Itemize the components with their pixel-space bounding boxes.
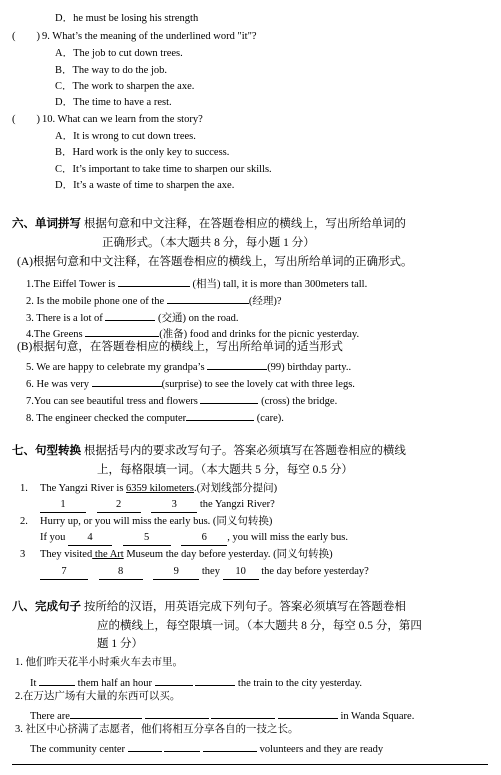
s7-blank-5[interactable]: 5 <box>123 531 171 546</box>
q9-option-a: A．The job to cut down trees. <box>55 48 183 59</box>
s7-q3-underlined: the Art <box>92 549 124 560</box>
s8-q1-chinese: 1. 他们昨天花半小时乘火车去市里。 <box>15 657 183 668</box>
section-6-number: 六、 <box>12 218 35 230</box>
q10-answer-paren[interactable]: ( ) <box>12 114 40 125</box>
section-6-instruction: 根据句意和中文注释，在答题卷相应的横线上，写出所给单词的 <box>83 218 406 230</box>
s7-q2: Hurry up, or you will miss the early bus. (同义句转换) <box>40 516 273 527</box>
s6-q6 <box>26 375 355 392</box>
s6-q6-text-end: (surprise) to see the lovely cat with three legs. <box>161 379 355 390</box>
s7-blank-10[interactable]: 10 <box>223 565 259 580</box>
s6-q2-text-end: (经理)? <box>248 296 282 307</box>
s6-q3-text-end: (交通) on the road. <box>158 313 239 324</box>
s8-q3-blank-3[interactable] <box>203 740 257 752</box>
s8-q2-blank-4[interactable] <box>278 707 338 719</box>
section-6a-heading: (A)根据句意和中文注释，在答题卷相应的横线上，写出所给单词的正确形式。 <box>17 256 413 268</box>
s6-q1-blank[interactable] <box>118 275 190 287</box>
s7-blank-9[interactable]: 9 <box>153 565 199 580</box>
s8-q3-text-end: volunteers and they are ready <box>259 744 384 755</box>
s8-q1-blank-3[interactable] <box>195 674 235 686</box>
s7-blank-7[interactable]: 7 <box>40 565 88 580</box>
s7-q2-if: If you <box>40 532 66 543</box>
s6-q5-text-end: (99) birthday party.. <box>267 362 352 373</box>
q9-option-d: D．The time to have a rest. <box>55 97 172 108</box>
section-7-title: 句型转换 <box>35 445 81 457</box>
s7-q1-underlined: 6359 kilometers <box>126 483 194 494</box>
page-bottom-rule <box>12 764 488 765</box>
s6-q8 <box>26 409 284 426</box>
s6-q7-blank[interactable] <box>200 392 258 404</box>
s6-q4-text: 4.The Greens <box>26 329 83 340</box>
s8-q3-blank-2[interactable] <box>164 740 200 752</box>
s7-blank-2[interactable]: 2 <box>97 498 141 513</box>
s6-q3-blank[interactable] <box>105 309 155 321</box>
s8-q1-text-end: the train to the city yesterday. <box>237 678 363 689</box>
s6-q2 <box>26 292 282 309</box>
s8-q1 <box>30 674 362 691</box>
s8-q2-text-end: in Wanda Square. <box>340 711 415 722</box>
section-8-instruction-cont: 应的横线上，每空限填一词。（本大题共 8 分，每空 0.5 分，第四 <box>97 620 422 632</box>
s7-blank-8[interactable]: 8 <box>99 565 143 580</box>
s7-q1-instruction: .(对划线部分提问) <box>194 483 278 494</box>
s6-q2-text: 2. Is the mobile phone one of the <box>26 296 165 307</box>
s7-q1-text: The Yangzi River is <box>40 483 124 494</box>
s6-q8-text-end: (care). <box>256 413 284 424</box>
s7-q3-they: they <box>201 566 220 577</box>
s8-q1-text-mid: them half an hour <box>77 678 153 689</box>
s8-q3 <box>30 740 383 757</box>
s6-q7-text: 7.You can see beautiful tress and flowers <box>26 396 198 407</box>
q9-option-b: B．The way to do the job. <box>55 65 167 76</box>
s7-q3-answer <box>40 565 369 580</box>
s6-q1-text: 1.The Eiffel Tower is <box>26 279 116 290</box>
s7-q3-instruction: Museum the day before yesterday. (同义句转换) <box>123 549 333 560</box>
s7-q1-number: 1. <box>20 483 28 494</box>
section-6b-heading: (B)根据句意，在答题卷相应的横线上，写出所给单词的适当形式 <box>17 341 343 353</box>
q8-option-d: D．he must be losing his strength <box>55 13 199 24</box>
q10-option-a: A．It is wrong to cut down trees. <box>55 131 196 142</box>
s8-q2-chinese: 2.在万达广场有大量的东西可以买。 <box>15 691 181 702</box>
s6-q5-blank[interactable] <box>207 358 267 370</box>
section-8-header <box>12 599 406 615</box>
s7-q1-answer-tail: the Yangzi River? <box>199 499 275 510</box>
s8-q2-blank-3[interactable] <box>211 707 275 719</box>
s7-blank-4[interactable]: 4 <box>68 531 112 546</box>
s7-blank-3[interactable]: 3 <box>151 498 197 513</box>
s6-q5-text: 5. We are happy to celebrate my grandpa’s <box>26 362 205 373</box>
section-7-header <box>12 443 406 459</box>
s6-q8-text: 8. The engineer checked the computer <box>26 413 187 424</box>
section-6-instruction-cont: 正确形式。（本大题共 8 分，每小题 1 分） <box>102 237 315 249</box>
section-7-instruction: 根据括号内的要求改写句子。答案必须填写在答题卷相应的横线 <box>83 445 406 457</box>
s7-q1 <box>40 482 277 496</box>
s8-q2 <box>30 707 414 724</box>
section-8-number: 八、 <box>12 601 35 613</box>
s7-q3-number: 3 <box>20 549 26 560</box>
q10-option-b: B．Hard work is the only key to success. <box>55 147 230 158</box>
s8-q1-text: It <box>30 678 37 689</box>
s8-q2-text: There are <box>30 711 70 722</box>
section-8-title: 完成句子 <box>35 601 81 613</box>
s6-q8-blank[interactable] <box>186 409 254 421</box>
s7-q3-text: They visited <box>40 549 93 560</box>
s8-q1-blank-1[interactable] <box>39 674 75 686</box>
s6-q2-blank[interactable] <box>167 292 249 304</box>
section-6-title: 单词拼写 <box>35 218 81 230</box>
section-8-instruction: 按所给的汉语，用英语完成下列句子。答案必须填写在答题卷相 <box>83 601 406 613</box>
q9-stem: 9. What’s the meaning of the underlined word "it"? <box>42 31 257 42</box>
s7-blank-6[interactable]: 6 <box>181 531 227 546</box>
s6-q4-text-end: (准备) food and drinks for the picnic yesterday. <box>159 329 360 340</box>
s6-q1 <box>26 275 367 292</box>
s7-q3-answer-tail: the day before yesterday? <box>261 566 369 577</box>
s8-q3-blank-1[interactable] <box>128 740 162 752</box>
q10-option-d: D．It’s a waste of time to sharpen the axe. <box>55 180 235 191</box>
s6-q5 <box>26 358 351 375</box>
q10-stem: 10. What can we learn from the story? <box>42 114 203 125</box>
s7-q3 <box>40 548 333 562</box>
s6-q6-text: 6. He was very <box>26 379 89 390</box>
s6-q7 <box>26 392 337 409</box>
s6-q3-text: 3. There is a lot of <box>26 313 103 324</box>
section-7-instruction-cont: 上，每格限填一词。（本大题共 5 分，每空 0.5 分） <box>97 464 353 476</box>
s7-q2-answer-tail: , you will miss the early bus. <box>227 532 348 543</box>
q9-option-c: C．The work to sharpen the axe. <box>55 81 195 92</box>
s6-q7-text-end: (cross) the bridge. <box>261 396 338 407</box>
s7-blank-1[interactable]: 1 <box>40 498 86 513</box>
s8-q2-blank-1[interactable] <box>70 707 142 719</box>
section-6-header <box>12 216 406 232</box>
section-8-instruction-cont-2: 题 1 分） <box>97 638 143 650</box>
q9-answer-paren[interactable]: ( ) <box>12 31 40 42</box>
s7-q2-answer <box>40 531 348 546</box>
section-7-number: 七、 <box>12 445 35 457</box>
s7-q1-answer <box>40 498 275 513</box>
s6-q1-text-end: (相当) tall, it is more than 300meters tall. <box>192 279 368 290</box>
q10-option-c: C．It’s important to take time to sharpen our skills. <box>55 164 272 175</box>
s6-q6-blank[interactable] <box>92 375 162 387</box>
s8-q2-blank-2[interactable] <box>145 707 209 719</box>
s8-q1-blank-2[interactable] <box>155 674 193 686</box>
s6-q3 <box>26 309 239 326</box>
s6-q4-blank[interactable] <box>85 325 159 337</box>
s7-q2-number: 2. <box>20 516 28 527</box>
s8-q3-text: The community center <box>30 744 126 755</box>
s8-q3-chinese: 3. 社区中心挤满了志愿者，他们将相互分享各自的一技之长。 <box>15 724 299 735</box>
